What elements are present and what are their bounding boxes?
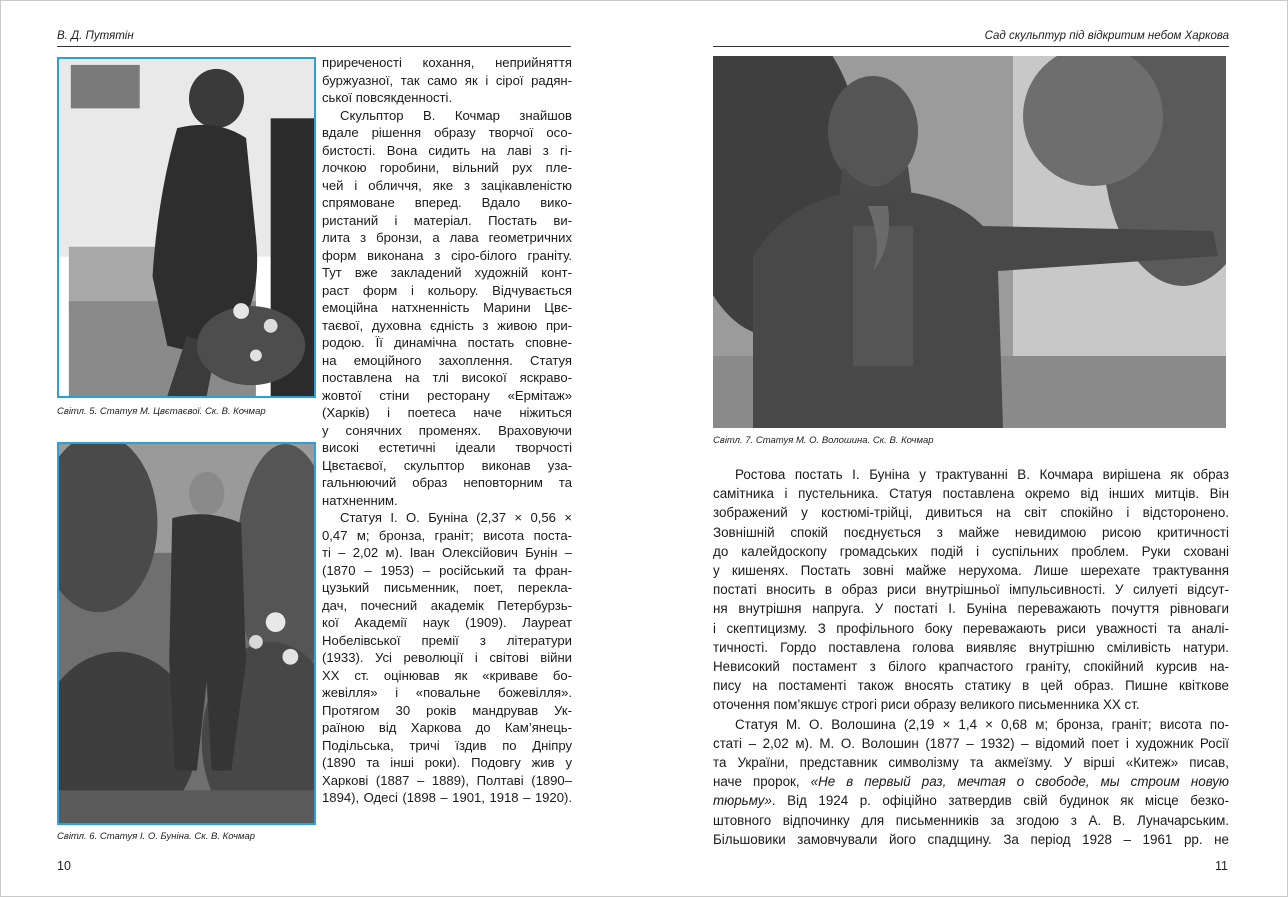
figure-5-photo-placeholder <box>59 59 314 396</box>
text-line: бистості. Вона сидить на лаві з гі- <box>322 142 572 158</box>
figure-6-photo-bunin-statue <box>57 442 316 825</box>
text-line: ті – 2,02 м). Іван Олексійович Бунін – <box>322 545 572 560</box>
text-line: дач, почесний академік Петербурзь- <box>322 597 572 613</box>
text-line: і скептицизму. З профільного боку переважають риси уважності та аналі- <box>713 620 1229 636</box>
text-line: Невисокий постамент з білого крапчастого граніту, спокійний курсив на- <box>713 659 1229 675</box>
text-fragment: наче пророк, <box>713 774 811 790</box>
text-line <box>713 791 1229 810</box>
text-line: чей і обличчя, яке з зацікавленістю <box>322 177 572 193</box>
right-page-number: 11 <box>1215 859 1228 873</box>
text-line: поставлена на тлі високої яскраво- <box>322 370 572 385</box>
text-line: Зовнішній спокій поєднується з майже невидимою рисою критичності <box>713 524 1229 540</box>
russian-quote: «Не в первый раз, мечтая о свободе, мы строим новую <box>810 774 1230 790</box>
left-text-column <box>322 54 572 807</box>
left-page-number: 10 <box>57 859 71 873</box>
left-running-head: В. Д. Путятін <box>57 30 134 42</box>
text-line: (1870 – 1953) – російський та фран- <box>322 562 572 578</box>
left-header-rule <box>57 46 571 47</box>
text-line: на емоційного захоплення. Статуя <box>322 352 572 368</box>
text-line: жевілля» і «повальне божевілля». <box>322 685 572 700</box>
text-line: Цвєтаєвої, скульптор виконав уза- <box>322 457 572 473</box>
text-line: 1894), Одесі (1898 – 1901, 1918 – 1920). <box>322 790 572 805</box>
text-line: оточення пом’якшує строгі риси образу великого письменника XX ст. <box>713 697 1140 713</box>
figure-7-caption: Світл. 7. Статуя М. О. Волошина. Ск. В. Кочмар <box>713 435 934 446</box>
text-line: буржуазної, так само як і сірої радян- <box>322 72 572 88</box>
text-line: гальнюючий образ неповторним та <box>322 475 572 490</box>
text-line: Протягом 30 років мандрував Ук- <box>322 702 572 718</box>
text-line: вдале рішення образу творчої осо- <box>322 125 572 140</box>
text-line: раїною від Харкова до Кам’янець- <box>322 720 572 735</box>
text-line: (Харків) і поетеса наче ніжиться <box>322 405 572 420</box>
text-line: натхненним. <box>322 492 398 508</box>
text-line: (1890 та інші роки). Подовгу жив у <box>322 755 572 770</box>
text-line: жовтої стіни ресторану «Ермітаж» <box>322 387 572 403</box>
text-line: XX ст. оцінював як «криваве бо- <box>322 667 572 683</box>
text-line: лита з бронзи, а лава геометричних <box>322 230 572 245</box>
figure-5-caption: Світл. 5. Статуя М. Цвєтаєвої. Ск. В. Кочмар <box>57 406 266 417</box>
text-line: родою. Її динамічна постать сповне- <box>322 335 572 350</box>
text-line: у сонячних променях. Враховуючи <box>322 422 572 438</box>
text-line: та України, представник символізму та акмеїзму. У вірші «Китеж» писав, <box>713 755 1229 771</box>
text-line: тичності. Гордо поставлена голова виявляє внутрішню сміливість натури. <box>713 639 1229 655</box>
right-running-head: Сад скульптур під відкритим небом Харкова <box>984 30 1229 42</box>
text-line: (1933). Усі революції і світові війни <box>322 650 572 665</box>
text-line: Подільська, тричі їздив по Дніпру <box>322 737 572 753</box>
text-line: таєвої, духовна єдність з живою при- <box>322 317 572 333</box>
text-line: Статуя І. О. Буніна (2,37 × 0,56 × <box>340 510 572 525</box>
text-line: спрямоване вперед. Вдало вико- <box>322 195 572 210</box>
text-line: Ростова постать І. Буніна у трактуванні В. Кочмара вирішена як образ <box>735 467 1229 482</box>
text-line: Статуя М. О. Волошина (2,19 × 1,4 × 0,68 м; бронза, граніт; висота по- <box>735 716 1229 732</box>
text-line: у кишенях. Постать зовні майже нерухома. Лише шерехате трактування <box>713 563 1229 579</box>
text-line: Харкові (1887 – 1889), Полтаві (1890– <box>322 772 572 788</box>
right-page <box>644 0 1288 897</box>
russian-quote-end: тюрьму» <box>713 793 772 809</box>
text-line: ської повсякденності. <box>322 90 453 105</box>
right-header-rule <box>713 46 1229 47</box>
text-line: пису на постаменті також вносять статику в цей образ. Пишне квіткове <box>713 678 1229 694</box>
text-line: лочкою горобини, вільний рух пле- <box>322 160 572 175</box>
text-line: Більшовики замовчували його спадщину. За період 1928 – 1961 рр. не <box>713 831 1229 847</box>
text-line: ня внутрішня напруга. У постаті І. Буніна переважають почуття рівноваги <box>713 601 1229 617</box>
text-line: зображений у костюмі-трійці, дивиться на світ спокійно і відсторонено. <box>713 505 1229 521</box>
text-line: 0,47 м; бронза, граніт; висота поста- <box>322 527 572 543</box>
figure-7-photo-placeholder <box>713 56 1226 428</box>
text-line: кої Академії наук (1909). Лауреат <box>322 615 572 630</box>
text-line: штовного відпочинку для письменників за згодою з А. В. Луначарським. <box>713 812 1229 828</box>
text-line: постаті вносить в образ риси внутрішньої імпульсивності. У силуеті відсут- <box>713 582 1229 598</box>
text-line: до калейдоскопу громадських подій і суспільних проблем. Руки сховані <box>713 543 1229 559</box>
figure-5-photo-tsvetaeva-statue <box>57 57 316 398</box>
text-line: Тут вже закладений художній конт- <box>322 265 572 280</box>
text-line: високі естетичні ідеали творчості <box>322 440 572 455</box>
text-line: ристаний і матеріал. Постать ви- <box>322 212 572 228</box>
figure-6-caption: Світл. 6. Статуя І. О. Буніна. Ск. В. Кочмар <box>57 831 256 842</box>
text-line: приреченості кохання, неприйняття <box>322 55 572 70</box>
figure-7-photo-voloshin-statue <box>713 56 1226 428</box>
text-line: емоційна натхненність Марини Цвє- <box>322 300 572 315</box>
text-line: Скульптор В. Кочмар знайшов <box>340 107 572 123</box>
text-line: цузький письменник, поет, перекла- <box>322 580 572 595</box>
text-line: раст форм і кольору. Відчувається <box>322 282 572 298</box>
text-line: форм виконана з сіро-білого граніту. <box>322 247 572 263</box>
figure-6-photo-placeholder <box>59 444 314 823</box>
text-line <box>713 772 1229 791</box>
text-line: статі – 2,02 м). М. О. Волошин (1877 – 1932) – відомий поет і художник Росії <box>713 735 1229 751</box>
text-line: Нобелівської премії з літератури <box>322 632 572 648</box>
text-fragment: . Від 1924 р. офіційно затвердив свій будинок як місце безко- <box>771 793 1229 809</box>
right-text-column <box>713 465 1229 849</box>
text-line: самітника і пустельника. Статуя поставлена окремо від інших митців. Він <box>713 486 1229 502</box>
